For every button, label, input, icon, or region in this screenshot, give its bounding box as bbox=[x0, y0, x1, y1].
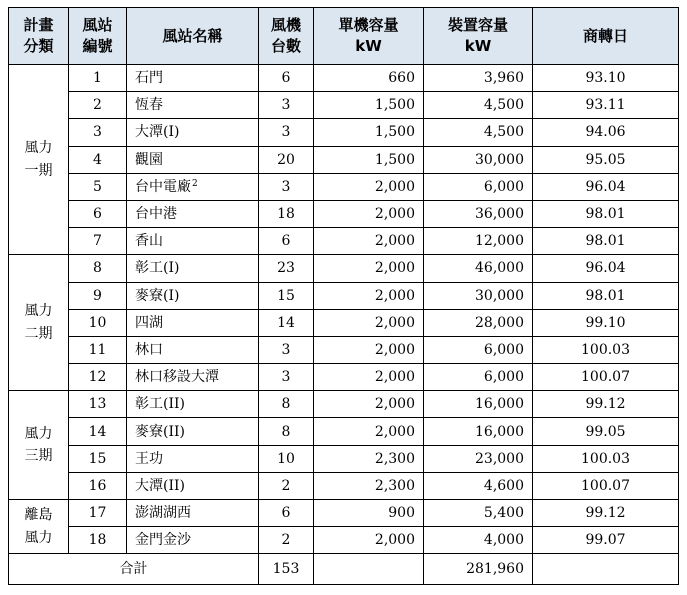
table-row bbox=[9, 418, 679, 445]
header-turbine-count-line1: 風機 bbox=[270, 16, 301, 34]
table-row bbox=[9, 173, 679, 200]
station-no-cell: 1 bbox=[69, 65, 127, 92]
station-no-cell: 2 bbox=[69, 92, 127, 119]
installed-capacity-cell: 16,000 bbox=[424, 418, 533, 445]
plan-group-label: 一期 bbox=[24, 162, 53, 179]
station-name-cell bbox=[127, 336, 259, 363]
header-station-name bbox=[127, 8, 259, 65]
station-no-cell: 3 bbox=[69, 119, 127, 146]
station-no-cell: 17 bbox=[69, 500, 127, 527]
turbine-count-cell: 3 bbox=[259, 92, 314, 119]
turbine-count-cell: 8 bbox=[259, 391, 314, 418]
plan-group-cell bbox=[9, 255, 69, 391]
table-row bbox=[9, 309, 679, 336]
unit-capacity-cell: 2,000 bbox=[314, 173, 424, 200]
unit-capacity-cell: 2,300 bbox=[314, 472, 424, 499]
installed-capacity-cell: 28,000 bbox=[424, 309, 533, 336]
commercial-date-cell: 99.07 bbox=[533, 527, 679, 554]
station-name-cell bbox=[127, 200, 259, 227]
header-station-name-text: 風站名稱 bbox=[162, 26, 223, 45]
table-footer bbox=[9, 554, 679, 585]
turbine-count-cell: 3 bbox=[259, 336, 314, 363]
plan-group-label: 風力 bbox=[24, 140, 53, 157]
header-row bbox=[9, 8, 679, 65]
wind-station-table-container bbox=[8, 7, 679, 585]
unit-capacity-cell: 2,000 bbox=[314, 336, 424, 363]
turbine-count-cell: 18 bbox=[259, 200, 314, 227]
station-name-text: 大潭(II) bbox=[135, 477, 185, 494]
installed-capacity-cell: 16,000 bbox=[424, 391, 533, 418]
header-plan-group bbox=[9, 8, 69, 65]
station-no-cell: 10 bbox=[69, 309, 127, 336]
table-row bbox=[9, 92, 679, 119]
station-name-text: 彰工(I) bbox=[135, 260, 180, 277]
header-plan-group-line2: 分類 bbox=[23, 37, 54, 55]
table-row bbox=[9, 500, 679, 527]
header-turbine-count-line2: 台數 bbox=[270, 37, 301, 55]
total-row bbox=[9, 554, 679, 585]
installed-capacity-cell: 4,600 bbox=[424, 472, 533, 499]
station-name-cell bbox=[127, 391, 259, 418]
header-commercial-date bbox=[533, 8, 679, 65]
footnote-marker: 2 bbox=[192, 178, 198, 189]
station-name-text: 台中港 bbox=[135, 206, 177, 223]
header-plan-group-line1: 計畫 bbox=[23, 16, 54, 34]
installed-capacity-cell: 4,500 bbox=[424, 92, 533, 119]
plan-group-cell bbox=[9, 65, 69, 255]
header-installed-capacity-line2: kW bbox=[464, 37, 492, 55]
turbine-count-cell: 20 bbox=[259, 146, 314, 173]
unit-capacity-cell: 2,000 bbox=[314, 228, 424, 255]
header-station-no bbox=[69, 8, 127, 65]
installed-capacity-cell: 36,000 bbox=[424, 200, 533, 227]
total-commercial-date bbox=[533, 554, 679, 585]
commercial-date-cell: 100.07 bbox=[533, 472, 679, 499]
installed-capacity-cell: 4,500 bbox=[424, 119, 533, 146]
header-station-no-line1: 風站 bbox=[82, 16, 113, 34]
header-turbine-count bbox=[259, 8, 314, 65]
commercial-date-cell: 100.03 bbox=[533, 336, 679, 363]
station-name-cell bbox=[127, 92, 259, 119]
station-name-text: 彰工(II) bbox=[135, 396, 185, 413]
station-name-cell bbox=[127, 418, 259, 445]
unit-capacity-cell: 2,000 bbox=[314, 391, 424, 418]
table-row bbox=[9, 228, 679, 255]
turbine-count-cell: 8 bbox=[259, 418, 314, 445]
station-name-cell bbox=[127, 65, 259, 92]
total-installed-capacity: 281,960 bbox=[424, 554, 533, 585]
station-name-cell bbox=[127, 255, 259, 282]
station-no-cell: 8 bbox=[69, 255, 127, 282]
header-unit-capacity-line2: kW bbox=[355, 37, 382, 55]
installed-capacity-cell: 23,000 bbox=[424, 445, 533, 472]
plan-group-label: 離島 bbox=[24, 507, 53, 524]
station-name-text: 觀園 bbox=[135, 151, 163, 168]
station-name-cell bbox=[127, 472, 259, 499]
station-name-text: 金門金沙 bbox=[135, 532, 191, 549]
station-no-cell: 6 bbox=[69, 200, 127, 227]
plan-group-label: 三期 bbox=[24, 448, 53, 465]
turbine-count-cell: 14 bbox=[259, 309, 314, 336]
unit-capacity-cell: 1,500 bbox=[314, 119, 424, 146]
turbine-count-cell: 6 bbox=[259, 500, 314, 527]
table-row bbox=[9, 445, 679, 472]
unit-capacity-cell: 2,300 bbox=[314, 445, 424, 472]
station-name-text: 麥寮(I) bbox=[135, 287, 180, 304]
station-name-text: 四湖 bbox=[135, 314, 163, 331]
station-no-cell: 11 bbox=[69, 336, 127, 363]
unit-capacity-cell: 2,000 bbox=[314, 527, 424, 554]
table-row bbox=[9, 119, 679, 146]
installed-capacity-cell: 46,000 bbox=[424, 255, 533, 282]
installed-capacity-cell: 6,000 bbox=[424, 336, 533, 363]
station-name-cell bbox=[127, 173, 259, 200]
unit-capacity-cell: 2,000 bbox=[314, 364, 424, 391]
table-row bbox=[9, 391, 679, 418]
station-name-text: 台中電廠 bbox=[135, 178, 191, 195]
wind-station-table bbox=[8, 7, 679, 585]
unit-capacity-cell: 2,000 bbox=[314, 282, 424, 309]
station-name-cell bbox=[127, 445, 259, 472]
commercial-date-cell: 95.05 bbox=[533, 146, 679, 173]
unit-capacity-cell: 2,000 bbox=[314, 309, 424, 336]
turbine-count-cell: 3 bbox=[259, 119, 314, 146]
station-no-cell: 14 bbox=[69, 418, 127, 445]
station-name-text: 石門 bbox=[135, 70, 163, 87]
table-row bbox=[9, 472, 679, 499]
turbine-count-cell: 15 bbox=[259, 282, 314, 309]
installed-capacity-cell: 4,000 bbox=[424, 527, 533, 554]
turbine-count-cell: 3 bbox=[259, 364, 314, 391]
table-row bbox=[9, 255, 679, 282]
table-row bbox=[9, 527, 679, 554]
table-body bbox=[9, 65, 679, 554]
station-no-cell: 12 bbox=[69, 364, 127, 391]
turbine-count-cell: 6 bbox=[259, 65, 314, 92]
turbine-count-cell: 3 bbox=[259, 173, 314, 200]
plan-group-cell bbox=[9, 391, 69, 500]
unit-capacity-cell: 2,000 bbox=[314, 418, 424, 445]
station-name-cell bbox=[127, 119, 259, 146]
turbine-count-cell: 10 bbox=[259, 445, 314, 472]
header-commercial-date-text: 商轉日 bbox=[582, 26, 628, 45]
table-row bbox=[9, 200, 679, 227]
station-name-cell bbox=[127, 282, 259, 309]
plan-group-cell bbox=[9, 500, 69, 554]
table-row bbox=[9, 336, 679, 363]
table-row bbox=[9, 65, 679, 92]
commercial-date-cell: 100.03 bbox=[533, 445, 679, 472]
unit-capacity-cell: 1,500 bbox=[314, 92, 424, 119]
commercial-date-cell: 99.10 bbox=[533, 309, 679, 336]
plan-group-label: 風力 bbox=[24, 529, 53, 546]
installed-capacity-cell: 5,400 bbox=[424, 500, 533, 527]
installed-capacity-cell: 6,000 bbox=[424, 173, 533, 200]
commercial-date-cell: 98.01 bbox=[533, 282, 679, 309]
commercial-date-cell: 93.10 bbox=[533, 65, 679, 92]
table-row bbox=[9, 364, 679, 391]
turbine-count-cell: 23 bbox=[259, 255, 314, 282]
commercial-date-cell: 93.11 bbox=[533, 92, 679, 119]
unit-capacity-cell: 2,000 bbox=[314, 255, 424, 282]
station-name-text: 恆春 bbox=[135, 97, 163, 114]
header-station-no-line2: 編號 bbox=[82, 37, 113, 55]
unit-capacity-cell: 900 bbox=[314, 500, 424, 527]
station-name-cell bbox=[127, 500, 259, 527]
total-label: 合計 bbox=[9, 554, 259, 585]
station-no-cell: 9 bbox=[69, 282, 127, 309]
commercial-date-cell: 96.04 bbox=[533, 173, 679, 200]
station-no-cell: 7 bbox=[69, 228, 127, 255]
header-unit-capacity-line1: 單機容量 bbox=[338, 16, 399, 34]
installed-capacity-cell: 30,000 bbox=[424, 282, 533, 309]
commercial-date-cell: 96.04 bbox=[533, 255, 679, 282]
plan-group-label: 風力 bbox=[24, 303, 53, 320]
commercial-date-cell: 98.01 bbox=[533, 200, 679, 227]
table-row bbox=[9, 282, 679, 309]
station-no-cell: 18 bbox=[69, 527, 127, 554]
commercial-date-cell: 98.01 bbox=[533, 228, 679, 255]
station-no-cell: 16 bbox=[69, 472, 127, 499]
station-name-text: 澎湖湖西 bbox=[135, 505, 191, 522]
turbine-count-cell: 2 bbox=[259, 472, 314, 499]
total-unit-capacity bbox=[314, 554, 424, 585]
station-no-cell: 15 bbox=[69, 445, 127, 472]
commercial-date-cell: 99.05 bbox=[533, 418, 679, 445]
header-unit-capacity bbox=[314, 8, 424, 65]
station-no-cell: 4 bbox=[69, 146, 127, 173]
header-installed-capacity-line1: 裝置容量 bbox=[447, 16, 508, 34]
unit-capacity-cell: 1,500 bbox=[314, 146, 424, 173]
total-turbine-count: 153 bbox=[259, 554, 314, 585]
station-name-text: 麥寮(II) bbox=[135, 423, 185, 440]
commercial-date-cell: 94.06 bbox=[533, 119, 679, 146]
station-name-cell bbox=[127, 527, 259, 554]
station-name-text: 大潭(I) bbox=[135, 124, 180, 141]
station-no-cell: 5 bbox=[69, 173, 127, 200]
commercial-date-cell: 100.07 bbox=[533, 364, 679, 391]
commercial-date-cell: 99.12 bbox=[533, 500, 679, 527]
station-name-text: 林口 bbox=[135, 341, 163, 358]
station-name-cell bbox=[127, 228, 259, 255]
station-name-text: 香山 bbox=[135, 233, 163, 250]
station-name-text: 林口移設大潭 bbox=[135, 369, 219, 386]
table-row bbox=[9, 146, 679, 173]
plan-group-label: 二期 bbox=[24, 325, 53, 342]
installed-capacity-cell: 12,000 bbox=[424, 228, 533, 255]
installed-capacity-cell: 3,960 bbox=[424, 65, 533, 92]
turbine-count-cell: 2 bbox=[259, 527, 314, 554]
station-name-cell bbox=[127, 364, 259, 391]
unit-capacity-cell: 660 bbox=[314, 65, 424, 92]
installed-capacity-cell: 6,000 bbox=[424, 364, 533, 391]
station-name-cell bbox=[127, 146, 259, 173]
station-name-cell bbox=[127, 309, 259, 336]
header-installed-capacity bbox=[424, 8, 533, 65]
station-name-text: 王功 bbox=[135, 450, 163, 467]
plan-group-label: 風力 bbox=[24, 425, 53, 442]
station-no-cell: 13 bbox=[69, 391, 127, 418]
installed-capacity-cell: 30,000 bbox=[424, 146, 533, 173]
turbine-count-cell: 6 bbox=[259, 228, 314, 255]
commercial-date-cell: 99.12 bbox=[533, 391, 679, 418]
unit-capacity-cell: 2,000 bbox=[314, 200, 424, 227]
